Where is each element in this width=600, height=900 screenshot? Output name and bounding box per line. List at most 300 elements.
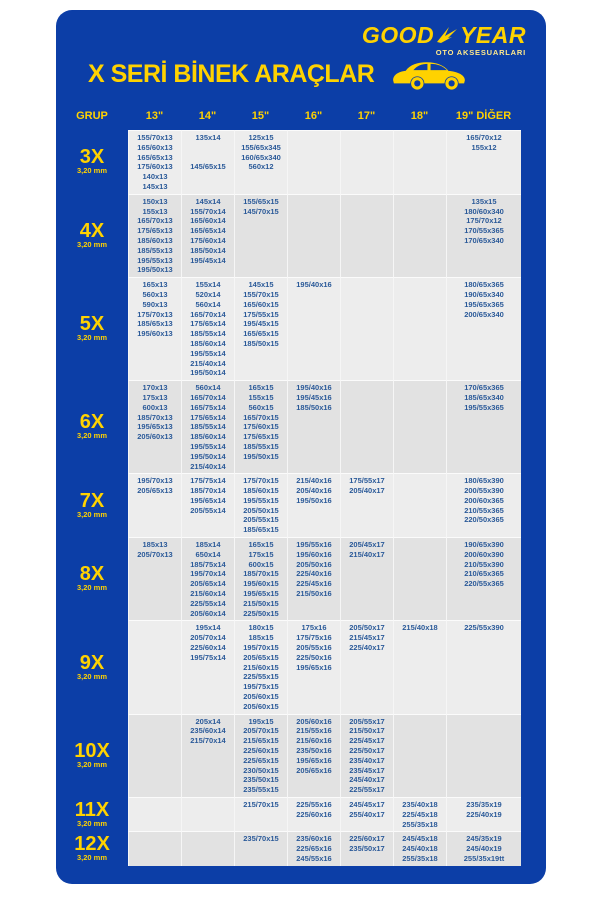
group-header-cell [56, 714, 128, 797]
group-header-cell [56, 797, 128, 831]
size-cell-13 [128, 714, 181, 797]
tire-size: 235/50x17 [349, 844, 385, 854]
tire-size: 220/50x365 [464, 515, 504, 525]
tire-size: 175/65x14 [190, 319, 226, 329]
tire-size: 175/70x12 [466, 216, 502, 226]
size-cell-15 [234, 473, 287, 537]
tire-size: 165/70x14 [190, 309, 226, 319]
size-cell-17 [340, 620, 393, 713]
tire-size: 195/75x15 [243, 682, 279, 692]
tire-size: 180/65x365 [464, 280, 504, 290]
tire-size: 205/70x14 [190, 633, 226, 643]
tire-size: 225/55x17 [349, 785, 385, 795]
size-cell-16 [287, 831, 340, 865]
group-label: 4X [79, 219, 105, 242]
tire-size: 175/65x14 [190, 412, 226, 422]
tire-size: 205/50x15 [243, 505, 279, 515]
tire-size: 180/60x340 [464, 206, 504, 216]
tire-size: 245/45x17 [349, 800, 385, 809]
tire-size: 195/55x14 [190, 348, 226, 358]
tire-size: 215/55x16 [296, 726, 332, 736]
tire-size: 185/55x14 [190, 422, 226, 432]
group-row-8x [56, 537, 521, 620]
tire-size: 175x13 [142, 392, 168, 402]
size-cell-16 [287, 194, 340, 277]
tire-size: 215/60x14 [190, 589, 226, 599]
tire-size: 225/65x15 [243, 755, 279, 765]
tire-size: 200/60x365 [464, 495, 504, 505]
size-cell-15 [234, 537, 287, 620]
tire-size: 245/40x19 [466, 844, 502, 854]
tire-size: 195/65x14 [190, 495, 226, 505]
size-cell-19der [446, 473, 521, 537]
tire-size: 205/50x16 [296, 559, 332, 569]
size-cell-15 [234, 277, 287, 380]
logo-subtitle: OTO AKSESUARLARI [435, 48, 526, 57]
tire-size: 185x15 [248, 633, 274, 643]
tire-size: 600x15 [248, 559, 274, 569]
group-label: 8X [79, 563, 105, 586]
group-thickness: 3,20 mm [76, 583, 108, 593]
tire-size: 145x13 [142, 181, 168, 191]
tire-size: 245/40x17 [349, 775, 385, 785]
tire-size: 175/60x15 [243, 422, 279, 432]
poster-panel [56, 10, 546, 884]
tire-size: 125x15 [248, 133, 274, 142]
tire-size: 215/50x17 [349, 726, 385, 736]
tire-size: 205/60x15 [243, 692, 279, 702]
tire-size: 235/40x18 [402, 800, 438, 809]
size-cell-19der [446, 380, 521, 473]
size-cell-19der [446, 797, 521, 831]
size-cell-13 [128, 277, 181, 380]
tire-size: 195/55x15 [243, 495, 279, 505]
tire-size: 195/50x13 [137, 265, 173, 275]
tire-size: 195/55x13 [137, 255, 173, 265]
tire-size: 135x14 [195, 133, 221, 142]
tire-size: 205/65x16 [296, 765, 332, 775]
tire-size: 245/55x16 [296, 853, 332, 863]
size-cell-18 [393, 194, 446, 277]
tire-size: 195/65x16 [296, 662, 332, 672]
tire-size: 590x13 [142, 299, 168, 309]
logo-year-text: YEAR [460, 22, 526, 48]
group-header-cell [56, 831, 128, 865]
size-table-body [56, 130, 521, 866]
logo-good-text: GOOD [361, 22, 435, 48]
tire-size: 155/70x13 [137, 133, 173, 142]
tire-size: 215/70x15 [243, 800, 279, 809]
tire-size: 185/55x13 [137, 245, 173, 255]
goodyear-wordmark [362, 23, 526, 47]
tire-size: 205x14 [195, 716, 221, 726]
size-cell-16 [287, 714, 340, 797]
tire-size: 225/50x17 [349, 746, 385, 756]
tire-size: 205/50x17 [349, 623, 385, 633]
size-cell-13 [128, 194, 181, 277]
tire-size: 195/70x13 [137, 476, 173, 486]
column-header-14: 14" [198, 110, 217, 122]
tire-size: 185/55x15 [243, 441, 279, 451]
column-header-15: 15" [251, 110, 270, 122]
tire-size: 165/70x14 [190, 392, 226, 402]
tire-size: 155/65x345 [241, 142, 281, 152]
tire-size: 155/65x15 [243, 196, 279, 206]
tire-size [182, 153, 234, 163]
tire-size: 160/65x340 [241, 152, 281, 162]
tire-size: 215/65x15 [243, 736, 279, 746]
tire-size: 195/45x16 [296, 392, 332, 402]
tire-size: 520x14 [195, 289, 221, 299]
tire-size: 195/60x16 [296, 549, 332, 559]
tire-size: 235/45x17 [349, 765, 385, 775]
tire-size: 215/50x15 [243, 598, 279, 608]
tire-size: 215/45x17 [349, 633, 385, 643]
column-header-19di̇ğer: 19" DİĞER [455, 110, 512, 122]
size-cell-18 [393, 797, 446, 831]
group-row-6x [56, 380, 521, 473]
tire-size: 205/60x13 [137, 432, 173, 442]
tire-size: 175/55x15 [243, 309, 279, 319]
tire-size: 215/50x16 [296, 589, 332, 599]
size-cell-15 [234, 714, 287, 797]
column-header-grup: GRUP [76, 110, 108, 122]
size-cell-19der [446, 537, 521, 620]
tire-size: 195/60x13 [137, 329, 173, 339]
tire-size: 195/50x16 [296, 495, 332, 505]
size-cell-14 [181, 130, 234, 194]
tire-size: 185/70x13 [137, 412, 173, 422]
tire-size: 225/60x15 [243, 746, 279, 756]
wingfoot-icon [436, 25, 458, 45]
size-cell-15 [234, 194, 287, 277]
tire-size: 560x13 [142, 289, 168, 299]
group-label: 11X [74, 798, 110, 821]
tire-size: 225/50x16 [296, 652, 332, 662]
tire-size: 175/75x14 [190, 476, 226, 486]
size-cell-19der [446, 620, 521, 713]
tire-size: 195x15 [248, 716, 274, 726]
tire-size: 185x13 [142, 540, 168, 550]
tire-size: 205/40x17 [349, 486, 385, 496]
tire-size: 205/55x16 [296, 643, 332, 653]
group-row-10x [56, 714, 521, 797]
size-cell-13 [128, 380, 181, 473]
tire-size: 235/40x17 [349, 755, 385, 765]
tire-size: 170/55x365 [464, 226, 504, 236]
tire-size: 230/50x15 [243, 765, 279, 775]
group-thickness: 3,20 mm [76, 759, 108, 769]
goodyear-logo [362, 23, 526, 57]
tire-size: 190/65x340 [464, 289, 504, 299]
tire-size: 175/60x14 [190, 235, 226, 245]
tire-size: 215/40x14 [190, 358, 226, 368]
tire-size: 215/40x18 [402, 623, 438, 633]
tire-size: 205/60x14 [190, 608, 226, 618]
tire-size: 205/45x17 [349, 540, 385, 550]
tire-size: 205/60x15 [243, 701, 279, 711]
tire-size: 165/75x14 [190, 402, 226, 412]
size-cell-14 [181, 831, 234, 865]
size-cell-17 [340, 797, 393, 831]
tire-size: 185/50x15 [243, 338, 279, 348]
tire-size: 185/60x14 [190, 338, 226, 348]
tire-size: 245/40x18 [402, 844, 438, 854]
tire-size: 245/45x18 [402, 834, 438, 844]
tire-size: 200/65x340 [464, 309, 504, 319]
tire-size: 165x13 [142, 280, 168, 290]
size-cell-14 [181, 277, 234, 380]
tire-size: 195/40x16 [296, 280, 332, 290]
size-cell-14 [181, 473, 234, 537]
tire-size: 225/40x16 [296, 569, 332, 579]
tire-size: 210/55x390 [464, 559, 504, 569]
tire-size: 185/65x13 [137, 319, 173, 329]
tire-size: 145x15 [248, 280, 274, 290]
size-cell-19der [446, 831, 521, 865]
size-cell-18 [393, 130, 446, 194]
tire-size: 195/55x14 [190, 441, 226, 451]
tire-size: 205/65x15 [243, 652, 279, 662]
tire-size: 195x14 [195, 623, 221, 633]
tire-size: 185/65x340 [464, 392, 504, 402]
tire-size: 185/60x14 [190, 432, 226, 442]
tire-size: 180x15 [248, 623, 274, 633]
tire-size: 235/55x15 [243, 785, 279, 795]
size-cell-17 [340, 473, 393, 537]
size-cell-14 [181, 194, 234, 277]
tire-size: 245/35x19 [466, 834, 502, 844]
size-cell-15 [234, 797, 287, 831]
tire-size: 255/35x19tt [463, 853, 505, 863]
tire-size: 205/70x15 [243, 726, 279, 736]
group-row-7x [56, 473, 521, 537]
tire-size: 225/55x15 [243, 672, 279, 682]
tire-size: 225/45x16 [296, 579, 332, 589]
size-cell-19der [446, 714, 521, 797]
tire-size: 185/70x15 [243, 569, 279, 579]
size-cell-16 [287, 277, 340, 380]
tire-size: 165/65x13 [137, 152, 173, 162]
group-row-12x [56, 831, 521, 865]
tire-size: 155x15 [248, 392, 274, 402]
tire-size: 190/65x390 [464, 540, 504, 550]
group-label: 5X [79, 313, 105, 336]
tire-size: 200/60x390 [464, 549, 504, 559]
tire-size: 150x13 [142, 196, 168, 206]
size-cell-13 [128, 831, 181, 865]
size-cell-14 [181, 380, 234, 473]
size-cell-18 [393, 473, 446, 537]
tire-size: 165/65x15 [243, 329, 279, 339]
tire-size: 210/55x365 [464, 505, 504, 515]
tire-size [182, 143, 234, 153]
tire-size: 215/40x14 [190, 461, 226, 471]
size-cell-19der [446, 277, 521, 380]
tire-size: 175/70x15 [243, 476, 279, 486]
group-label: 7X [79, 489, 105, 512]
size-cell-17 [340, 537, 393, 620]
size-cell-18 [393, 714, 446, 797]
tire-size: 145x14 [195, 196, 221, 206]
tire-size: 185/50x16 [296, 402, 332, 412]
tire-size: 140x13 [142, 172, 168, 182]
tire-size: 205/55x17 [349, 716, 385, 726]
size-cell-15 [234, 130, 287, 194]
tire-size: 185/60x15 [243, 486, 279, 496]
tire-size: 195/65x13 [137, 422, 173, 432]
tire-size: 225/55x16 [296, 800, 332, 809]
tire-size: 185/50x14 [190, 245, 226, 255]
tire-size: 195/75x14 [190, 652, 226, 662]
tire-size: 195/55x16 [296, 540, 332, 550]
tire-size: 255/35x18 [402, 819, 438, 829]
column-header-18: 18" [410, 110, 429, 122]
size-cell-16 [287, 380, 340, 473]
tire-size: 165/60x13 [137, 142, 173, 152]
tire-size: 175/60x13 [137, 162, 173, 172]
size-cell-17 [340, 714, 393, 797]
tire-size: 225/40x17 [349, 643, 385, 653]
tire-size: 235/60x16 [296, 834, 332, 844]
tire-size: 175x15 [248, 549, 274, 559]
tire-size: 560x12 [248, 162, 274, 172]
tire-size: 225/55x14 [190, 598, 226, 608]
tire-size: 205/65x13 [137, 486, 173, 496]
size-cell-16 [287, 537, 340, 620]
tire-size: 210/65x365 [464, 569, 504, 579]
tire-size: 225/60x17 [349, 834, 385, 844]
tire-size: 175/65x13 [137, 226, 173, 236]
tire-size: 155x14 [195, 280, 221, 290]
size-cell-13 [128, 537, 181, 620]
size-cell-15 [234, 380, 287, 473]
tire-size: 225/45x17 [349, 736, 385, 746]
tire-size: 560x15 [248, 402, 274, 412]
group-header-cell [56, 473, 128, 537]
size-cell-15 [234, 620, 287, 713]
tire-size: 165/70x13 [137, 216, 173, 226]
group-header-cell [56, 194, 128, 277]
tire-size: 650x14 [195, 549, 221, 559]
tire-size: 215/40x16 [296, 476, 332, 486]
tire-size: 165x15 [248, 383, 274, 393]
tire-size: 220/55x365 [464, 579, 504, 589]
page-title: X SERİ BİNEK ARAÇLAR [88, 59, 375, 88]
tire-size: 185/55x14 [190, 329, 226, 339]
group-thickness: 3,20 mm [76, 853, 108, 863]
group-label: 9X [79, 651, 105, 674]
group-row-11x [56, 797, 521, 831]
tire-size: 145/65x15 [190, 162, 226, 172]
group-thickness: 3,20 mm [76, 239, 108, 249]
tire-size: 195/70x14 [190, 569, 226, 579]
tire-size: 235/60x14 [190, 726, 226, 736]
group-label: 10X [74, 739, 110, 762]
table-header-row [56, 110, 521, 122]
tire-size: 215/70x14 [190, 736, 226, 746]
tire-size: 235/50x15 [243, 775, 279, 785]
tire-size: 600x13 [142, 402, 168, 412]
size-cell-16 [287, 473, 340, 537]
tire-size: 215/60x16 [296, 736, 332, 746]
car-icon [390, 58, 468, 90]
size-cell-18 [393, 277, 446, 380]
size-cell-19der [446, 130, 521, 194]
size-cell-18 [393, 380, 446, 473]
tire-size: 255/40x17 [349, 809, 385, 819]
tire-size: 185/70x14 [190, 486, 226, 496]
tire-size: 145/70x15 [243, 206, 279, 216]
group-header-cell [56, 620, 128, 713]
tire-size: 155/70x14 [190, 206, 226, 216]
tire-size: 195/45x15 [243, 319, 279, 329]
group-thickness: 3,20 mm [76, 333, 108, 343]
tire-size: 205/55x14 [190, 505, 226, 515]
tire-size: 180/65x390 [464, 476, 504, 486]
tire-size: 155x13 [142, 206, 168, 216]
group-thickness: 3,20 mm [76, 818, 108, 828]
tire-size: 215/40x17 [349, 549, 385, 559]
column-header-17: 17" [357, 110, 376, 122]
group-row-9x [56, 620, 521, 713]
size-cell-17 [340, 380, 393, 473]
tire-size: 235/50x16 [296, 746, 332, 756]
tire-size: 165/70x15 [243, 412, 279, 422]
tire-size: 195/45x14 [190, 255, 226, 265]
tire-size: 195/40x16 [296, 383, 332, 393]
tire-size: 175/70x13 [137, 309, 173, 319]
size-cell-16 [287, 130, 340, 194]
group-thickness: 3,20 mm [76, 671, 108, 681]
tire-size: 155x12 [471, 142, 497, 152]
size-cell-17 [340, 831, 393, 865]
tire-size: 235/35x19 [466, 800, 502, 809]
tire-size: 195/50x14 [190, 451, 226, 461]
size-cell-14 [181, 620, 234, 713]
tire-size: 165x15 [248, 540, 274, 550]
tire-size: 195/65x16 [296, 755, 332, 765]
size-cell-14 [181, 797, 234, 831]
tire-size: 235/70x15 [243, 834, 279, 844]
column-header-16: 16" [304, 110, 323, 122]
tire-size: 175/75x16 [296, 633, 332, 643]
group-label: 12X [74, 833, 110, 856]
size-cell-14 [181, 537, 234, 620]
tire-size: 205/65x14 [190, 579, 226, 589]
tire-size: 560x14 [195, 383, 221, 393]
tire-size: 205/70x13 [137, 549, 173, 559]
tire-size: 195/65x15 [243, 589, 279, 599]
tire-size: 195/60x15 [243, 579, 279, 589]
size-cell-13 [128, 620, 181, 713]
tire-size: 225/45x18 [402, 809, 438, 819]
size-cell-13 [128, 130, 181, 194]
tire-size: 225/55x390 [464, 623, 504, 633]
tire-size: 215/60x15 [243, 662, 279, 672]
size-cell-15 [234, 831, 287, 865]
group-header-cell [56, 537, 128, 620]
tire-size: 195/50x14 [190, 368, 226, 378]
tire-size: 170/65x340 [464, 235, 504, 245]
tire-size: 205/55x15 [243, 515, 279, 525]
size-cell-16 [287, 620, 340, 713]
group-thickness: 3,20 mm [76, 431, 108, 441]
group-header-cell [56, 277, 128, 380]
tire-size: 155/70x15 [243, 289, 279, 299]
tire-size: 560x14 [195, 299, 221, 309]
tire-size: 175/55x17 [349, 476, 385, 486]
